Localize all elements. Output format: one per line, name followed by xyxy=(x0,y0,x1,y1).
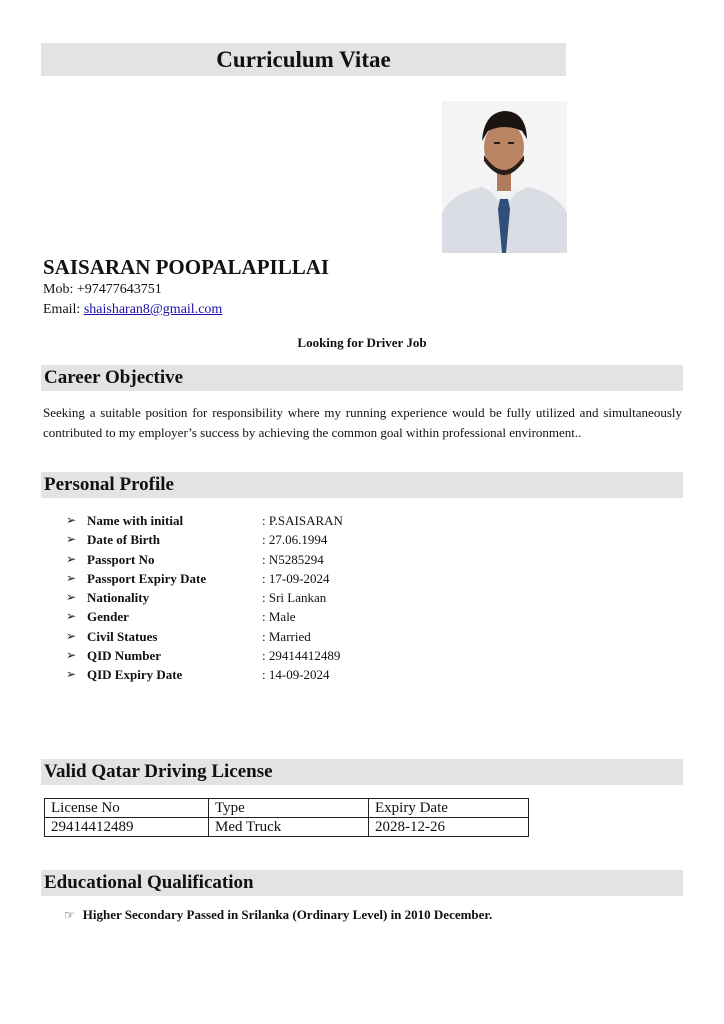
education-heading: Educational Qualification xyxy=(44,872,254,893)
arrow-bullet-icon: ➢ xyxy=(66,609,77,624)
document-title: Curriculum Vitae xyxy=(216,47,391,72)
driving-license-heading: Valid Qatar Driving License xyxy=(44,761,273,782)
profile-label: Nationality xyxy=(87,590,150,606)
profile-label: QID Number xyxy=(87,648,162,664)
profile-item xyxy=(66,646,466,665)
education-item xyxy=(64,907,492,923)
profile-label: Passport No xyxy=(87,551,155,567)
job-target: Looking for Driver Job xyxy=(297,335,427,350)
candidate-name: SAISARAN POOPALAPILLAI xyxy=(43,255,330,279)
arrow-bullet-icon: ➢ xyxy=(66,551,77,566)
profile-label: Gender xyxy=(87,609,129,625)
profile-item xyxy=(66,588,466,607)
profile-value: : Married xyxy=(262,628,311,644)
license-table xyxy=(44,798,529,837)
personal-profile-heading: Personal Profile xyxy=(44,474,174,495)
profile-item xyxy=(66,511,466,530)
profile-value: : N5285294 xyxy=(262,551,324,567)
arrow-bullet-icon: ➢ xyxy=(66,590,77,605)
mobile-line xyxy=(43,282,162,298)
profile-photo xyxy=(442,101,567,253)
profile-item xyxy=(66,569,466,588)
table-row xyxy=(45,818,529,837)
arrow-bullet-icon: ➢ xyxy=(66,513,77,527)
career-objective-text: Seeking a suitable position for responsibility where my running experience would be fully utilized and simultaneously contributed to my employer’s success by achieving the common goal within professional environment.. xyxy=(43,405,682,440)
table-header-row xyxy=(45,799,529,818)
pointing-hand-icon: ☞ xyxy=(64,908,75,922)
profile-label: Date of Birth xyxy=(87,532,160,548)
profile-value: : 14-09-2024 xyxy=(262,667,330,683)
profile-value: : Sri Lankan xyxy=(262,590,327,606)
mobile-label: Mob: xyxy=(43,282,74,297)
arrow-bullet-icon: ➢ xyxy=(66,570,77,585)
table-cell: 2028-12-26 xyxy=(369,818,529,837)
profile-label: Passport Expiry Date xyxy=(87,570,207,586)
column-header: Type xyxy=(209,799,369,818)
profile-item xyxy=(66,627,466,646)
email-line xyxy=(43,302,222,318)
table-cell: 29414412489 xyxy=(45,818,209,837)
mobile-number: +97477643751 xyxy=(76,282,162,297)
arrow-bullet-icon: ➢ xyxy=(66,628,77,643)
table-cell: Med Truck xyxy=(209,818,369,837)
profile-item xyxy=(66,530,466,549)
column-header: Expiry Date xyxy=(369,799,529,818)
profile-label: QID Expiry Date xyxy=(87,667,183,683)
career-objective-heading: Career Objective xyxy=(44,367,184,388)
arrow-bullet-icon: ➢ xyxy=(66,667,77,682)
profile-value: : 27.06.1994 xyxy=(262,532,328,548)
profile-value: : P.SAISARAN xyxy=(262,513,343,528)
arrow-bullet-icon: ➢ xyxy=(66,532,77,547)
profile-value: : 17-09-2024 xyxy=(262,570,330,586)
person-photo-illustration xyxy=(442,101,567,253)
profile-value: : 29414412489 xyxy=(262,648,341,664)
personal-profile-list xyxy=(66,511,466,685)
arrow-bullet-icon: ➢ xyxy=(66,648,77,663)
profile-item xyxy=(66,607,466,626)
column-header: License No xyxy=(45,799,209,818)
profile-label: Name with initial xyxy=(87,513,184,528)
email-label: Email: xyxy=(43,302,81,317)
education-text: Higher Secondary Passed in Srilanka (Ordinary Level) in 2010 December. xyxy=(82,907,493,922)
profile-item xyxy=(66,665,466,684)
profile-label: Civil Statues xyxy=(87,628,158,644)
profile-item xyxy=(66,550,466,569)
profile-value: : Male xyxy=(262,609,296,625)
email-link[interactable]: shaisharan8@gmail.com xyxy=(83,302,223,317)
